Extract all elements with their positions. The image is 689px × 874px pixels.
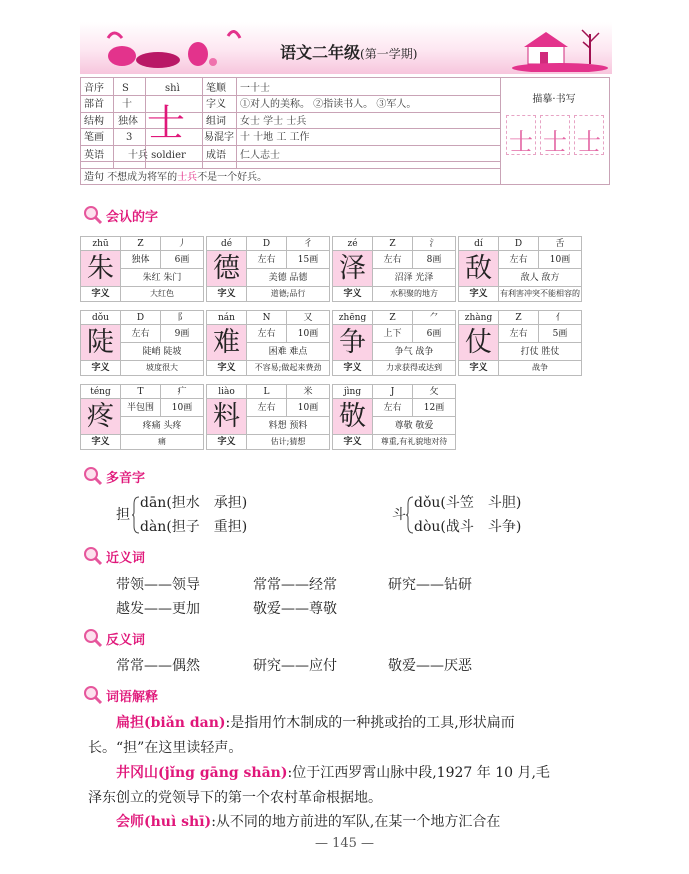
magnifier-icon bbox=[82, 684, 104, 706]
section-synonym: 近义词 bbox=[82, 545, 145, 567]
example-sentence: 造句 不想成为将军的士兵不是一个好兵。 bbox=[84, 172, 268, 183]
char-strokes: 10画 bbox=[287, 325, 329, 343]
label-english: 英语 bbox=[84, 150, 104, 161]
char-meaning-label: 字义 bbox=[333, 287, 373, 301]
explanation-jinggangshan-cont: 泽东创立的党领导下的第一个农村革命根据地。 bbox=[88, 790, 382, 806]
explanation-biandan-cont: 长。“担”在这里读轻声。 bbox=[88, 740, 243, 756]
char-words: 争气 战争 bbox=[373, 343, 455, 361]
label-yihunzi: 易混字 bbox=[204, 132, 234, 143]
synonym-pair: 越发——更加 bbox=[116, 601, 200, 617]
house-decoration-icon bbox=[510, 24, 610, 72]
char-radical: ⺈ bbox=[413, 311, 455, 325]
section-polyphone: 多音字 bbox=[82, 465, 145, 487]
char-words: 打仗 胜仗 bbox=[499, 343, 581, 361]
char-big: 疼 bbox=[81, 399, 121, 435]
char-meaning: 道德;品行 bbox=[270, 289, 306, 298]
char-big: 德 bbox=[207, 251, 247, 287]
char-pinyin: zé bbox=[333, 237, 373, 251]
explanation-biandan: 扁担(biǎn dan):是指用竹木制成的一种挑或抬的工具,形状扁而 bbox=[116, 715, 515, 731]
char-radical: 阝 bbox=[161, 311, 203, 325]
char-sequence: D bbox=[247, 237, 287, 251]
section-recognize: 会认的字 bbox=[82, 204, 158, 226]
write-box-2: 士 bbox=[540, 115, 570, 155]
char-card bbox=[206, 310, 330, 376]
char-pinyin: jìng bbox=[333, 385, 373, 399]
char-pinyin: zhēng bbox=[333, 311, 373, 325]
char-radical: 米 bbox=[287, 385, 329, 399]
char-sequence: L bbox=[247, 385, 287, 399]
char-words: 料想 预料 bbox=[247, 417, 329, 435]
char-meaning-label: 字义 bbox=[81, 287, 121, 301]
char-card bbox=[458, 310, 582, 376]
char-sequence: N bbox=[247, 311, 287, 325]
value-jiegou: 独体 bbox=[118, 116, 138, 127]
polyphone-reading: dàn(担子 重担) bbox=[140, 519, 248, 535]
char-meaning: 力求获得或达到 bbox=[386, 363, 442, 372]
char-big: 争 bbox=[333, 325, 373, 361]
value-pinyin: shì bbox=[165, 83, 180, 94]
char-structure: 左右 bbox=[373, 399, 413, 417]
value-chengyu: 仁人志士 bbox=[240, 150, 280, 161]
value-zuci: 女士 学士 士兵 bbox=[240, 116, 307, 127]
char-pinyin: liào bbox=[207, 385, 247, 399]
char-card bbox=[80, 236, 204, 302]
char-big: 朱 bbox=[81, 251, 121, 287]
brace-icon bbox=[132, 496, 140, 534]
char-radical: 丿 bbox=[161, 237, 203, 251]
polyphone-char-dou: 斗 bbox=[392, 507, 406, 523]
char-pinyin: dǒu bbox=[81, 311, 121, 325]
magnifier-icon bbox=[82, 465, 104, 487]
char-words: 陡峭 陡坡 bbox=[121, 343, 203, 361]
char-strokes: 5画 bbox=[539, 325, 581, 343]
char-structure: 左右 bbox=[247, 325, 287, 343]
brace-icon bbox=[406, 496, 414, 534]
char-card bbox=[80, 310, 204, 376]
char-radical: 舌 bbox=[539, 237, 581, 251]
synonym-pair: 敬爱——尊敬 bbox=[253, 601, 337, 617]
polyphone-char-dan: 担 bbox=[116, 507, 130, 523]
page-number: — 145 — bbox=[314, 836, 375, 851]
magnifier-icon bbox=[82, 204, 104, 226]
label-bushou: 部首 bbox=[84, 99, 104, 110]
char-structure: 左右 bbox=[499, 251, 539, 269]
char-structure: 独体 bbox=[121, 251, 161, 269]
explanation-jinggangshan: 井冈山(jǐng gāng shān):位于江西罗霄山脉中段,1927 年 10 月,毛 bbox=[116, 765, 550, 781]
char-strokes: 10画 bbox=[539, 251, 581, 269]
value-yinxu: S bbox=[122, 83, 129, 94]
antonym-pair: 常常——偶然 bbox=[116, 658, 200, 674]
char-meaning: 痛 bbox=[158, 437, 166, 446]
char-pinyin: zhàng bbox=[459, 311, 499, 325]
char-meaning-label: 字义 bbox=[333, 361, 373, 375]
header-banner bbox=[80, 22, 612, 74]
main-character: 士 bbox=[147, 101, 186, 145]
char-meaning-label: 字义 bbox=[207, 361, 247, 375]
char-meaning-label: 字义 bbox=[81, 361, 121, 375]
label-ziyi: 字义 bbox=[206, 99, 226, 110]
value-yihunzi: 十 十地 工 工作 bbox=[240, 132, 310, 143]
char-meaning: 尊重,有礼貌地对待 bbox=[380, 437, 448, 446]
char-radical: 彳 bbox=[287, 237, 329, 251]
synonym-pair: 研究——钻研 bbox=[388, 577, 472, 593]
write-box-3: 士 bbox=[574, 115, 604, 155]
value-bushou: 十 bbox=[122, 99, 132, 110]
magnifier-icon bbox=[82, 545, 104, 567]
char-strokes: 6画 bbox=[161, 251, 203, 269]
char-words: 疼痛 头疼 bbox=[121, 417, 203, 435]
char-meaning-label: 字义 bbox=[207, 435, 247, 449]
char-structure: 左右 bbox=[247, 251, 287, 269]
char-meaning: 有利害冲突不能相容的 bbox=[500, 289, 580, 298]
char-sequence: T bbox=[121, 385, 161, 399]
char-sequence: Z bbox=[121, 237, 161, 251]
value-english: 十兵 soldier bbox=[128, 150, 186, 161]
explanation-huishi: 会师(huì shī):从不同的地方前进的军队,在某一个地方汇合在 bbox=[116, 814, 501, 830]
polyphone-reading: dān(担水 承担) bbox=[140, 495, 248, 511]
value-bihua: 3 bbox=[126, 132, 133, 143]
char-sequence: D bbox=[499, 237, 539, 251]
char-words: 尊敬 敬爱 bbox=[373, 417, 455, 435]
polyphone-reading: dòu(战斗 斗争) bbox=[414, 519, 522, 535]
magnifier-icon bbox=[82, 627, 104, 649]
char-meaning-label: 字义 bbox=[207, 287, 247, 301]
char-big: 泽 bbox=[333, 251, 373, 287]
char-strokes: 9画 bbox=[161, 325, 203, 343]
label-zuci: 组词 bbox=[206, 116, 226, 127]
char-words: 困难 难点 bbox=[247, 343, 329, 361]
char-radical: 疒 bbox=[161, 385, 203, 399]
char-sequence: J bbox=[373, 385, 413, 399]
char-big: 敬 bbox=[333, 399, 373, 435]
char-strokes: 12画 bbox=[413, 399, 455, 417]
char-pinyin: dé bbox=[207, 237, 247, 251]
char-card bbox=[458, 236, 582, 302]
char-card bbox=[206, 384, 330, 450]
char-pinyin: zhū bbox=[81, 237, 121, 251]
antonym-pair: 研究——应付 bbox=[253, 658, 337, 674]
value-bishun: 一十士 bbox=[240, 83, 270, 94]
char-words: 沼泽 光泽 bbox=[373, 269, 455, 287]
char-radical: 亻 bbox=[539, 311, 581, 325]
char-words: 敌人 敌方 bbox=[499, 269, 581, 287]
char-structure: 半包围 bbox=[121, 399, 161, 417]
char-pinyin: nán bbox=[207, 311, 247, 325]
char-meaning: 不容易;做起来费劲 bbox=[254, 363, 322, 372]
synonym-pair: 带领——领导 bbox=[116, 577, 200, 593]
page-header-title: 语文二年级(第一学期) bbox=[280, 43, 418, 62]
section-explain: 词语解释 bbox=[82, 684, 158, 706]
label-yinxu: 音序 bbox=[84, 83, 104, 94]
char-sequence: Z bbox=[373, 237, 413, 251]
char-meaning-label: 字义 bbox=[459, 361, 499, 375]
label-bishun: 笔顺 bbox=[206, 83, 226, 94]
char-meaning: 水积聚的地方 bbox=[390, 289, 438, 298]
char-card bbox=[206, 236, 330, 302]
char-big: 难 bbox=[207, 325, 247, 361]
char-words: 朱红 朱门 bbox=[121, 269, 203, 287]
char-radical: 又 bbox=[287, 311, 329, 325]
char-meaning: 大红色 bbox=[150, 289, 174, 298]
char-structure: 上下 bbox=[373, 325, 413, 343]
char-structure: 左右 bbox=[499, 325, 539, 343]
label-jiegou: 结构 bbox=[84, 116, 104, 127]
value-ziyi: ①对人的美称。 ②指读书人。 ③军人。 bbox=[240, 99, 417, 110]
write-practice-label: 描摹·书写 bbox=[532, 94, 576, 105]
char-structure: 左右 bbox=[247, 399, 287, 417]
label-chengyu: 成语 bbox=[206, 150, 226, 161]
char-pinyin: téng bbox=[81, 385, 121, 399]
char-meaning-label: 字义 bbox=[333, 435, 373, 449]
char-strokes: 10画 bbox=[287, 399, 329, 417]
polyphone-reading: dǒu(斗笠 斗胆) bbox=[414, 495, 522, 511]
char-big: 敌 bbox=[459, 251, 499, 287]
char-structure: 左右 bbox=[373, 251, 413, 269]
char-meaning: 估计;猜想 bbox=[270, 437, 306, 446]
label-bihua: 笔画 bbox=[84, 132, 104, 143]
char-meaning: 战争 bbox=[532, 363, 548, 372]
char-meaning-label: 字义 bbox=[459, 287, 499, 301]
char-pinyin: dí bbox=[459, 237, 499, 251]
char-meaning: 坡度很大 bbox=[146, 363, 178, 372]
char-meaning-label: 字义 bbox=[81, 435, 121, 449]
char-strokes: 10画 bbox=[161, 399, 203, 417]
write-box-1: 士 bbox=[506, 115, 536, 155]
char-radical: 攵 bbox=[413, 385, 455, 399]
char-card bbox=[332, 236, 456, 302]
char-words: 美德 品德 bbox=[247, 269, 329, 287]
char-strokes: 15画 bbox=[287, 251, 329, 269]
char-strokes: 8画 bbox=[413, 251, 455, 269]
flower-decoration-icon bbox=[88, 26, 248, 72]
char-structure: 左右 bbox=[121, 325, 161, 343]
char-big: 仗 bbox=[459, 325, 499, 361]
char-sequence: D bbox=[121, 311, 161, 325]
char-card bbox=[332, 384, 456, 450]
char-card bbox=[332, 310, 456, 376]
char-radical: 氵 bbox=[413, 237, 455, 251]
synonym-pair: 常常——经常 bbox=[253, 577, 337, 593]
section-antonym: 反义词 bbox=[82, 627, 145, 649]
char-big: 陡 bbox=[81, 325, 121, 361]
antonym-pair: 敬爱——厌恶 bbox=[388, 658, 472, 674]
char-card bbox=[80, 384, 204, 450]
char-strokes: 6画 bbox=[413, 325, 455, 343]
char-sequence: Z bbox=[499, 311, 539, 325]
char-big: 料 bbox=[207, 399, 247, 435]
char-sequence: Z bbox=[373, 311, 413, 325]
